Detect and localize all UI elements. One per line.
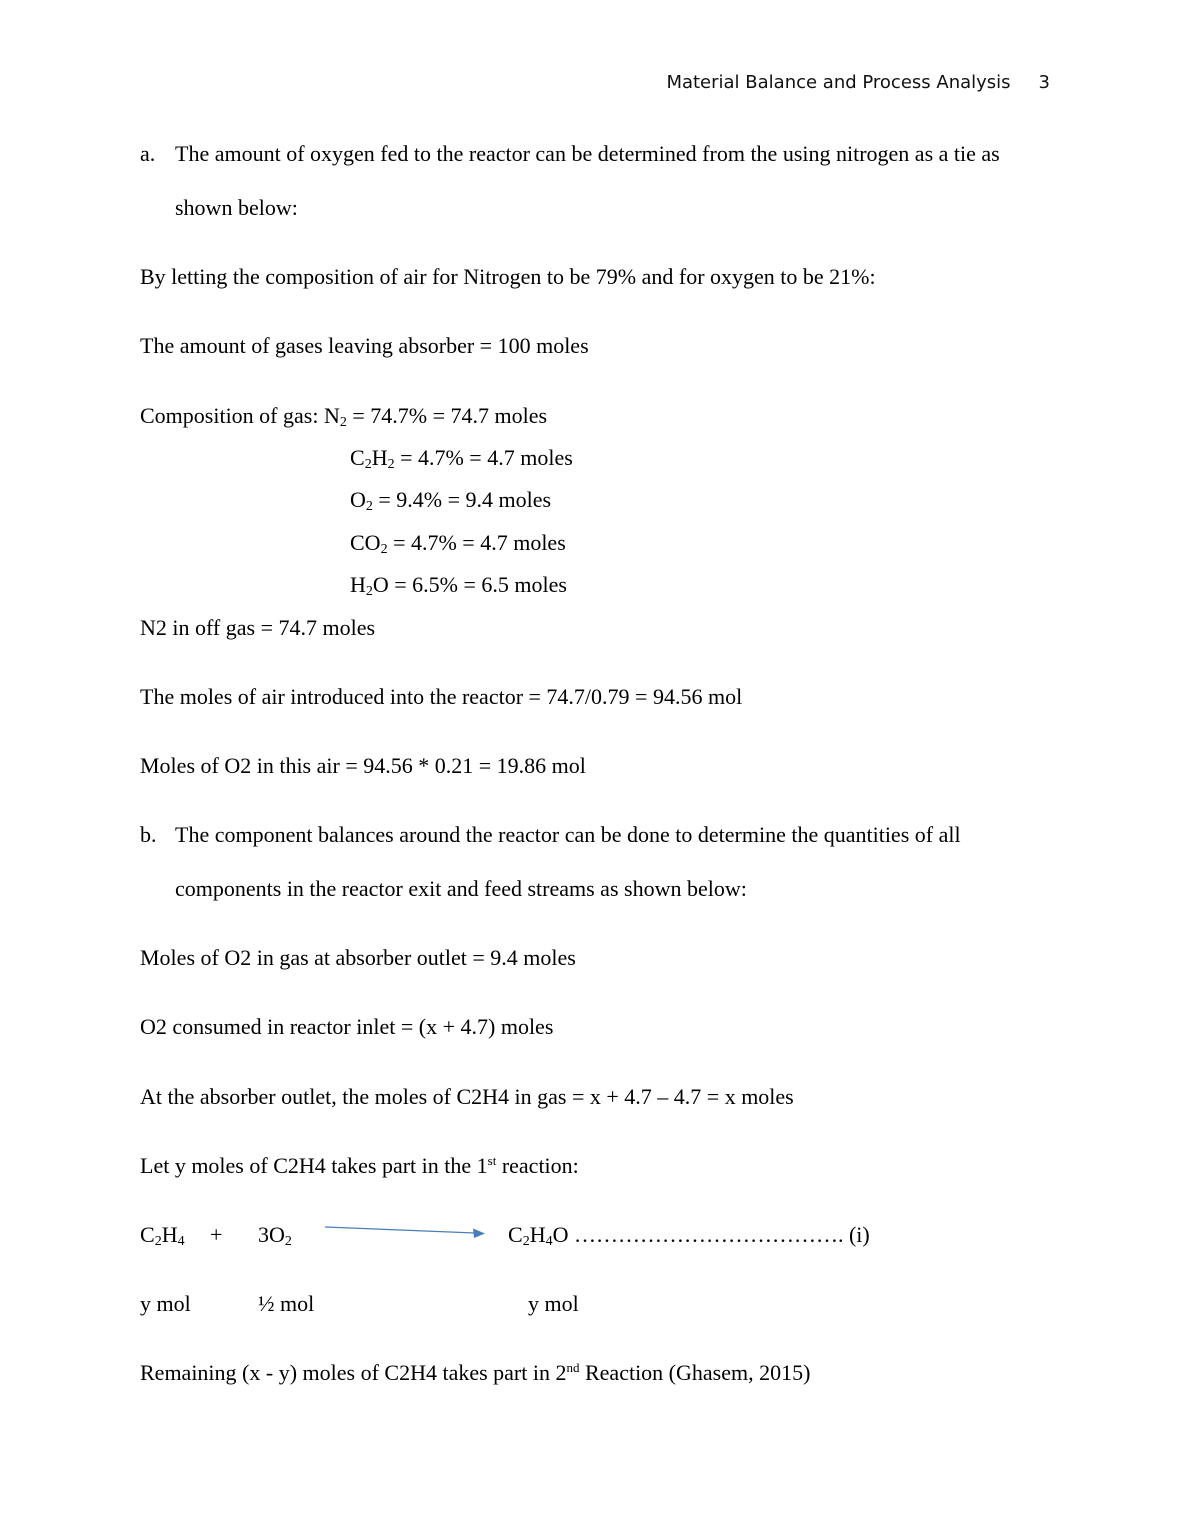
product-c2h4o: $C_2H_4O$ ………………………………. (i) [508,1222,870,1249]
composition-h2o: $H_2O = 6.5\% = 6.5$ moles [350,572,567,599]
item-a-line1: The amount of oxygen fed to the reactor can be determined from the using nitrogen as a tie as [175,141,1000,166]
item-a-line2: shown below: [175,195,298,220]
paragraph-o2-in-air: Moles of O2 in this air = 94.56 * 0.21 = 19.86 mol [140,753,586,778]
composition-c2h2: $C_2H_2 = 4.7\% = 4.7$ moles [350,445,573,472]
paragraph-o2-absorber-outlet: Moles of O2 in gas at absorber outlet = 9.4 moles [140,945,576,970]
moles-c2h4o: y mol [528,1291,579,1316]
paragraph-c2h4-outlet: At the absorber outlet, the moles of C2H4 in gas = x + 4.7 – 4.7 = x moles [140,1084,794,1109]
list-marker-a: a. [140,141,156,166]
paragraph-let-y-moles: Let y moles of C2H4 takes part in the 1st reaction: [140,1153,579,1178]
moles-c2h4: y mol [140,1291,191,1316]
item-b-line2: components in the reactor exit and feed streams as shown below: [175,876,747,901]
paragraph-n2-off-gas: N2 in off gas = 74.7 moles [140,615,376,640]
plus-sign: + [210,1222,223,1247]
moles-o2: ½ mol [258,1291,315,1316]
page-number: 3 [1038,72,1050,93]
paragraph-air-moles: The moles of air introduced into the reactor = 74.7/0.79 = 94.56 mol [140,684,743,709]
composition-co2: $CO_2 = 4.7\% = 4.7$ moles [350,530,566,557]
reactant-3o2: $3O_2$ [258,1222,292,1249]
item-b-line1: The component balances around the reactor can be done to determine the quantities of all [175,822,961,847]
reaction-arrow-icon [323,1222,488,1242]
composition-n2: Composition of gas: $N_2 = 74.7\% = 74.7$ moles [140,403,548,430]
paragraph-o2-consumed: O2 consumed in reactor inlet = (x + 4.7) moles [140,1014,554,1039]
paragraph-remaining: Remaining (x - y) moles of C2H4 takes part in 2nd Reaction (Ghasem, 2015) [140,1360,811,1385]
list-marker-b: b. [140,822,157,847]
paragraph-gases-leaving: The amount of gases leaving absorber = 100 moles [140,333,589,358]
paragraph-air-composition: By letting the composition of air for Nitrogen to be 79% and for oxygen to be 21%: [140,264,876,289]
reactant-c2h4: $C_2H_4$ [140,1222,185,1249]
header-title: Material Balance and Process Analysis [666,72,1011,93]
running-header [666,72,1050,93]
composition-o2: $O_2 = 9.4\% = 9.4$ moles [350,487,552,514]
